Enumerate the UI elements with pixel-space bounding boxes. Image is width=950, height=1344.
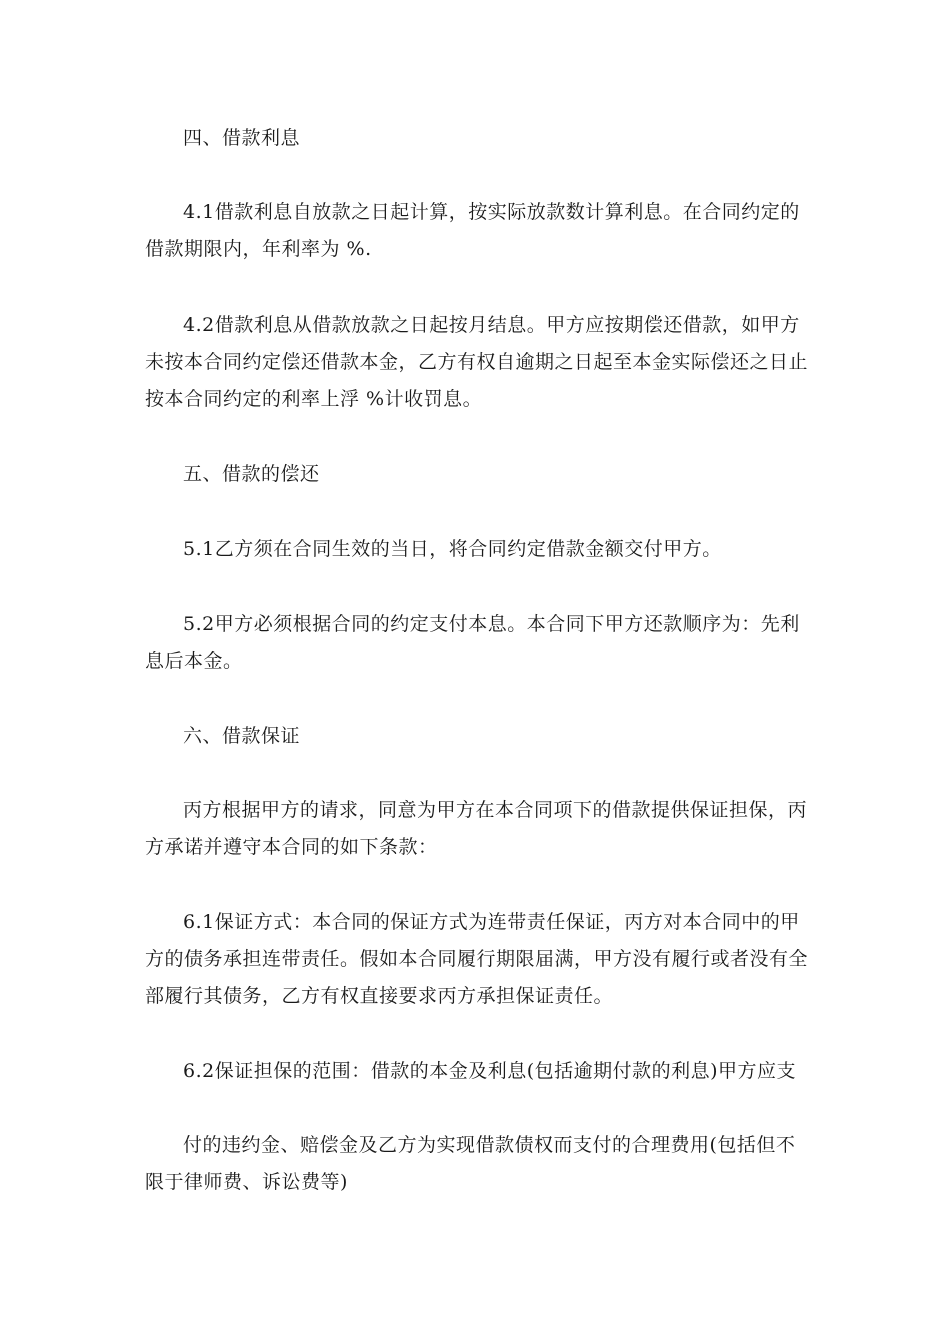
section-heading-interest: 四、借款利息 xyxy=(183,127,301,149)
clause-4-2: 4.2借款利息从借款放款之日起按月结息。甲方应按期偿还借款，如甲方未按本合同约定偿还借款本金，乙方有权自逾期之日起至本金实际偿还之日止按本合同约定的利率上浮 %计收罚息。 xyxy=(145,314,809,410)
section-heading-repayment: 五、借款的偿还 xyxy=(183,463,320,485)
clause-6-2-continued: 付的违约金、赔偿金及乙方为实现借款债权而支付的合理费用(包括但不限于律师费、诉讼费等) xyxy=(145,1134,796,1193)
section-heading-guarantee: 六、借款保证 xyxy=(183,725,301,747)
clause-6-2: 6.2保证担保的范围：借款的本金及利息(包括逾期付款的利息)甲方应支 xyxy=(183,1060,797,1082)
clause-5-2: 5.2甲方必须根据合同的约定支付本息。本合同下甲方还款顺序为：先利息后本金。 xyxy=(145,613,800,672)
clause-5-1: 5.1乙方须在合同生效的当日，将合同约定借款金额交付甲方。 xyxy=(183,538,722,560)
clause-6-1: 6.1保证方式：本合同的保证方式为连带责任保证，丙方对本合同中的甲方的债务承担连带责任。假如本合同履行期限届满，甲方没有履行或者没有全部履行其债务，乙方有权直接要求丙方承担保证责任。 xyxy=(145,911,809,1007)
clause-4-1: 4.1借款利息自放款之日起计算，按实际放款数计算利息。在合同约定的借款期限内，年利率为 %. xyxy=(145,201,800,260)
clause-6-intro: 丙方根据甲方的请求，同意为甲方在本合同项下的借款提供保证担保，丙方承诺并遵守本合同的如下条款： xyxy=(145,799,808,858)
